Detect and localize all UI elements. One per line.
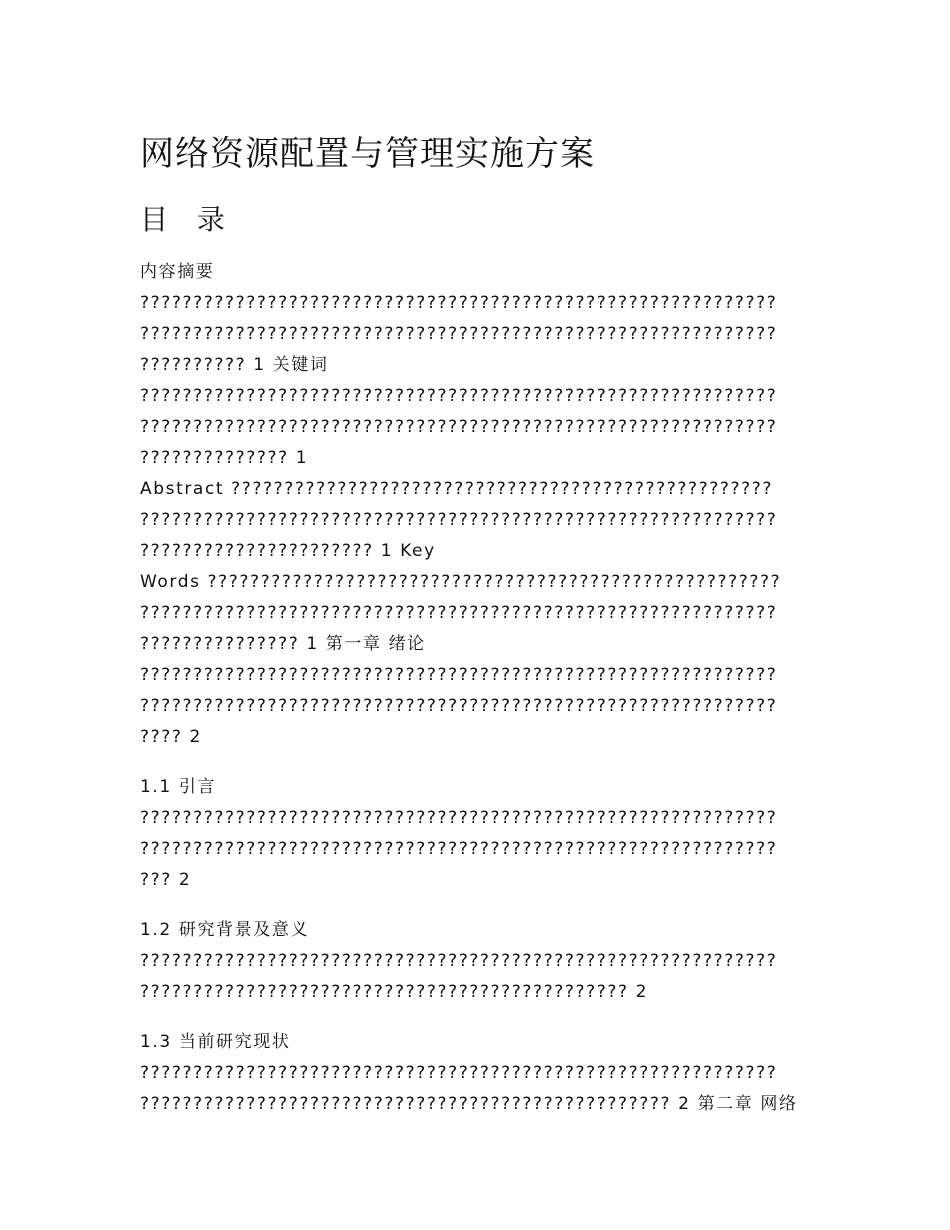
toc-line: ???????????????????????????????????????????????????????????? — [140, 808, 778, 828]
toc-line: ???????????????????????????????????????????????????????????? — [140, 324, 778, 344]
toc-line: ???????????????????????????????????????????????????????????? — [140, 417, 778, 437]
toc-line: ???????????????????????????????????????????????????????????? — [140, 665, 778, 685]
table-of-contents — [140, 257, 810, 1120]
toc-line: ???????????????????????????????????????????????????????????? — [140, 951, 778, 971]
toc-line: ???????????????????????????????????????????????????????????? — [140, 1063, 778, 1083]
toc-entry-1-1 — [140, 772, 810, 896]
toc-line: ???????????????????????????????????????????????????????????? — [140, 696, 778, 716]
toc-line: ???????????????????????????????????????????????????????????? — [140, 386, 778, 406]
toc-line: ?????????????????????????????????????????????? 2 — [140, 982, 649, 1002]
toc-entry-1-3 — [140, 1027, 810, 1120]
toc-line: ???????????????????????????????????????????????????????????? — [140, 293, 778, 313]
toc-line: ?????????????????????? 1 Key — [140, 541, 436, 561]
toc-line: 1.2 研究背景及意义 — [140, 920, 310, 940]
toc-line: ??? 2 — [140, 870, 192, 890]
toc-line: ?????????????? 1 — [140, 448, 309, 468]
toc-entry-1-2 — [140, 915, 810, 1008]
toc-heading: 目 录 — [140, 203, 235, 236]
toc-line: ?????????????????????????????????????????????????? 2 第二章 网络 — [140, 1094, 798, 1114]
toc-line: ???????????????????????????????????????????????????????????? — [140, 839, 778, 859]
document-title: 网络资源配置与管理实施方案 — [140, 134, 595, 174]
toc-line: Words ?????????????????????????????????????????????????????? — [140, 572, 782, 592]
toc-line: Abstract ??????????????????????????????????????????????????? — [140, 479, 773, 499]
toc-line: 1.1 引言 — [140, 777, 217, 797]
toc-line: 内容摘要 — [140, 262, 215, 282]
toc-entry-summary — [140, 257, 810, 753]
toc-line: ???????????????????????????????????????????????????????????? — [140, 510, 778, 530]
toc-line: ?????????? 1 关键词 — [140, 355, 329, 375]
toc-line: 1.3 当前研究现状 — [140, 1032, 291, 1052]
toc-line: ???????????????????????????????????????????????????????????? — [140, 603, 778, 623]
toc-line: ???? 2 — [140, 727, 202, 747]
toc-line: ??????????????? 1 第一章 绪论 — [140, 634, 426, 654]
